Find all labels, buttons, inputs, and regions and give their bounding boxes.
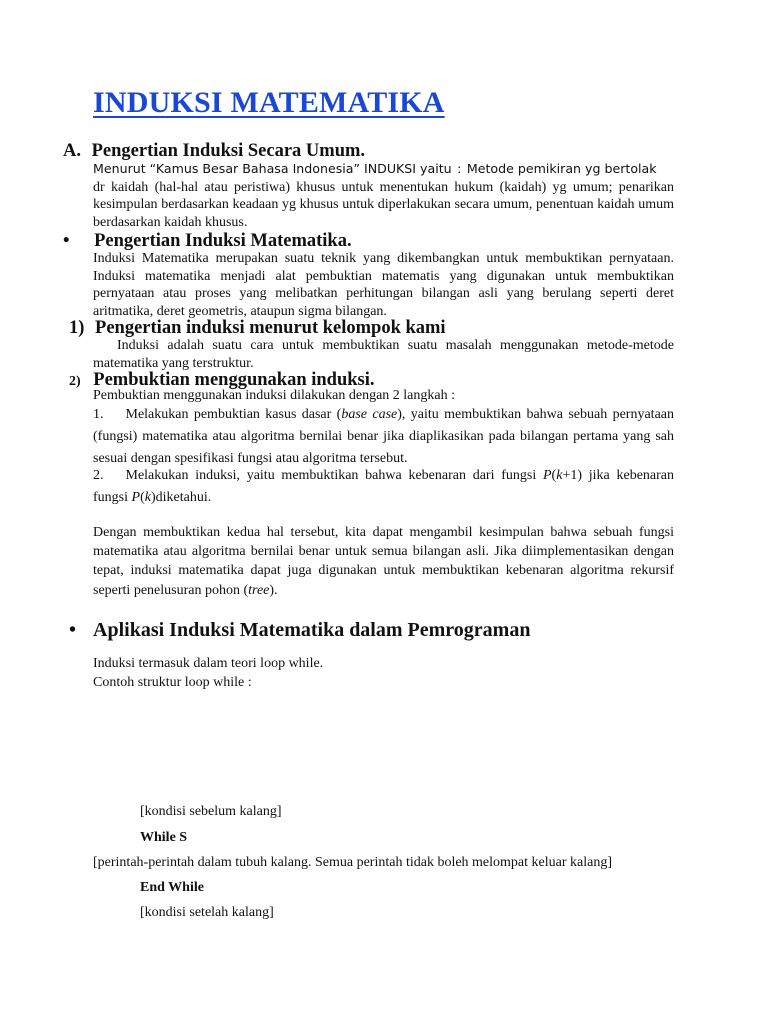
- application-heading-label: Aplikasi Induksi Matematika dalam Pemrograman: [93, 619, 531, 641]
- step-2: [93, 465, 674, 509]
- loop-postcondition: [kondisi setelah kalang]: [140, 905, 274, 920]
- application-line-1: Induksi termasuk dalam teori loop while.: [93, 656, 324, 671]
- section-a-text: [93, 160, 674, 231]
- application-line-2: Contoh struktur loop while :: [93, 675, 252, 690]
- loop-precondition: [kondisi sebelum kalang]: [140, 804, 282, 819]
- math-heading: [63, 230, 352, 252]
- section-a-marker: A.: [63, 141, 81, 161]
- section-1-heading: [69, 317, 446, 339]
- step-2-var-k: k: [556, 468, 563, 483]
- bullet-icon: •: [63, 231, 70, 251]
- section-a-first-line: [93, 160, 674, 179]
- step-1: [93, 404, 674, 470]
- math-text: Induksi Matematika merupakan suatu teknik yang dikembangkan untuk membuktikan pernyataan. Induksi matematika menjadi alat pembuktian matematis yang digunakan untuk membuktikan pernyataan atau proses yang melibatkan perhitungan bilangan asli yang berulang seperti deret aritmatika, deret geometris, ataupun sigma bilangan.: [93, 251, 674, 319]
- section-a-intro-a: Menurut “Kamus Besar Bahasa Indonesia” INDUKSI yaitu: [93, 161, 452, 176]
- section-a-rest: dr kaidah (hal-hal atau peristiwa) khusus untuk menentukan hukum (kaidah) yg umum; penarikan kesimpulan berdasarkan keadaan yg khusus untuk diperlakukan secara umum, penentuan kaidah umum berdasarkan kaidah khusus.: [93, 179, 674, 230]
- section-1-marker: 1): [69, 318, 85, 338]
- conclusion: [93, 523, 674, 600]
- section-a-title: Pengertian Induksi Secara Umum.: [91, 141, 366, 161]
- application-heading: [69, 619, 530, 641]
- section-a-heading: [63, 140, 365, 162]
- bullet-icon: •: [69, 619, 77, 641]
- step-2-paren-open-2: (: [140, 490, 145, 505]
- section-2-title: Pembuktian menggunakan induksi.: [93, 370, 375, 390]
- conclusion-emphasis: tree: [248, 582, 270, 598]
- loop-body: [perintah-perintah dalam tubuh kalang. Semua perintah tidak boleh melompat keluar kalang]: [93, 855, 612, 870]
- section-1-title: Pengertian induksi menurut kelompok kami: [95, 318, 446, 338]
- step-2-number: 2.: [93, 468, 104, 483]
- step-2-text-a: Melakukan induksi, yaitu membuktikan bahwa kebenaran dari fungsi: [125, 468, 537, 483]
- step-2-text-b: jika kebenaran fungsi: [93, 468, 675, 505]
- section-a-colon: :: [457, 161, 462, 176]
- conclusion-text-a: Dengan membuktikan kedua hal tersebut, kita dapat mengambil kesimpulan bahwa sebuah fungsi matematika atau algoritma bernilai benar untuk semua bilangan asli. Jika diimplementasikan dengan tepat, induksi matematika dapat juga digunakan untuk membuktikan kebenaran algoritma rekursif seperti penelusuran pohon (: [93, 525, 674, 598]
- step-2-plus-one: +1): [562, 468, 582, 483]
- section-2-marker: 2): [69, 374, 81, 389]
- step-2-function-p: P: [542, 468, 552, 483]
- step-2-var-k2: k: [144, 490, 151, 505]
- step-1-text-b: ), yaitu membuktikan bahwa sebuah pernyataan (fungsi) matematika atau algoritma bernilai benar jika diaplikasikan pada bilangan pertama yang sah sesuai dengan spesifikasi fungsi atau algoritma tersebut.: [93, 407, 674, 466]
- step-2-function-p2: P: [131, 490, 141, 505]
- step-2-paren-open: (: [551, 468, 557, 483]
- section-1-text: Induksi adalah suatu cara untuk membuktikan suatu masalah menggunakan metode-metode matematika yang terstruktur.: [93, 338, 674, 371]
- step-1-text-a: Melakukan pembuktian kasus dasar (: [125, 407, 342, 422]
- loop-end-keyword: End While: [140, 880, 204, 895]
- step-2-text-c: )diketahui.: [150, 490, 212, 505]
- loop-while-keyword: While S: [140, 830, 188, 845]
- step-1-number: 1.: [93, 407, 104, 422]
- section-2-intro: Pembuktian menggunakan induksi dilakukan dengan 2 langkah :: [93, 388, 455, 403]
- step-1-emphasis: base case: [341, 407, 398, 422]
- math-heading-label: Pengertian Induksi Matematika.: [94, 231, 352, 251]
- page-title: INDUKSI MATEMATIKA: [93, 86, 445, 119]
- conclusion-text-b: ).: [269, 582, 278, 598]
- section-a-intro-b: Metode pemikiran yg bertolak: [466, 161, 657, 176]
